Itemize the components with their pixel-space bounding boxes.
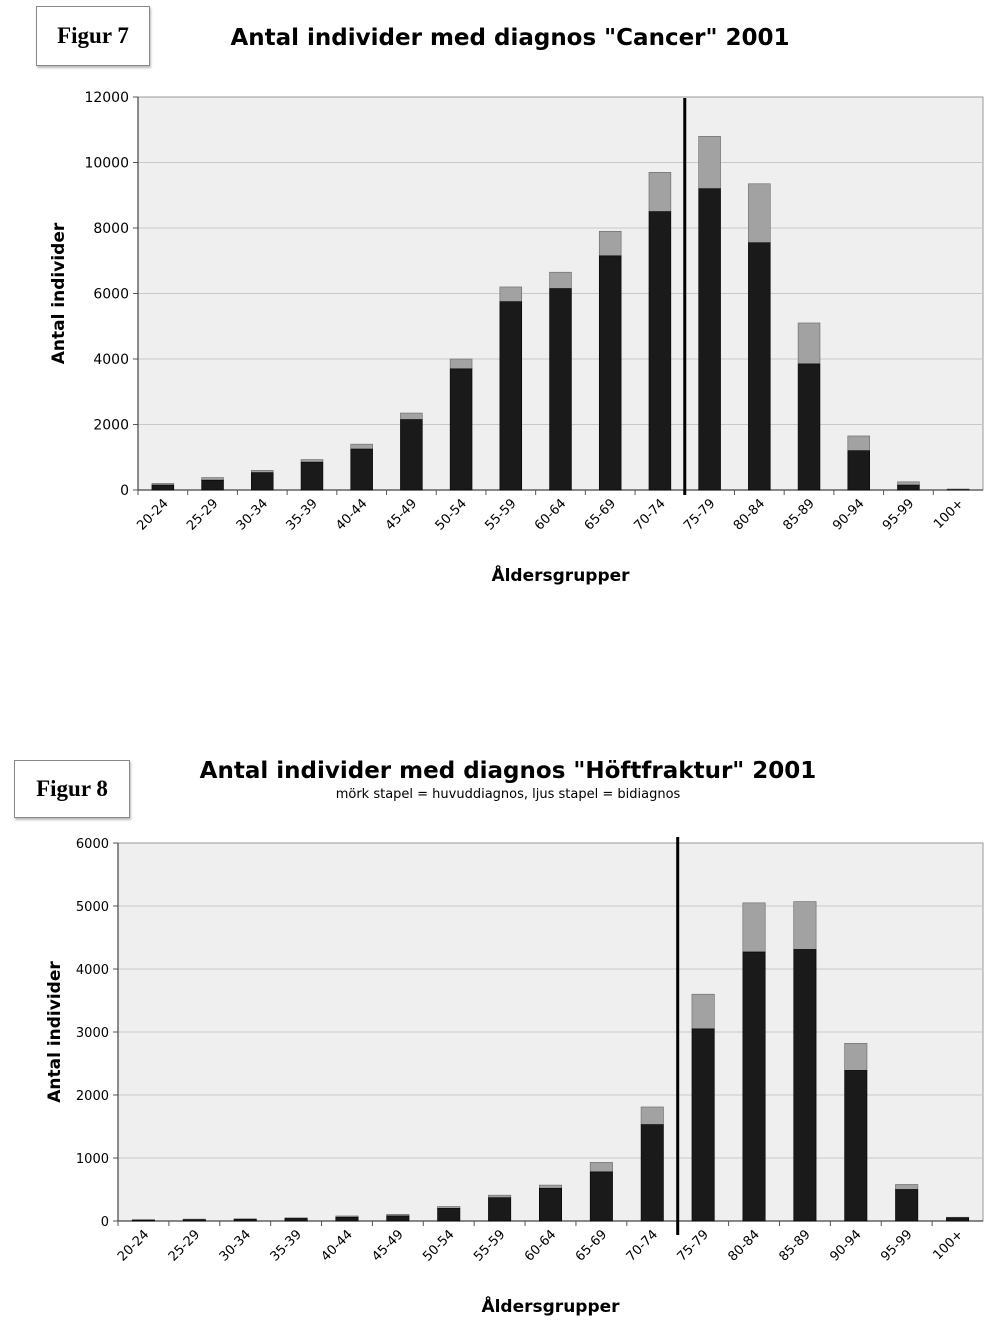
bar-secondary-95-99: [895, 1184, 917, 1189]
x-tick-label: 90-94: [827, 1227, 865, 1265]
bar-main-70-74: [649, 212, 671, 490]
bar-secondary-55-59: [500, 287, 522, 302]
bar-main-95-99: [895, 1190, 917, 1222]
bar-secondary-70-74: [649, 172, 671, 211]
bar-main-60-64: [539, 1188, 561, 1221]
y-tick-label: 2000: [93, 417, 129, 434]
bar-main-95-99: [898, 485, 920, 490]
bar-secondary-55-59: [488, 1195, 510, 1198]
x-tick-label: 75-79: [674, 1227, 712, 1265]
x-tick-label: 55-59: [482, 496, 520, 534]
bar-secondary-60-64: [539, 1185, 561, 1188]
bar-main-85-89: [798, 364, 820, 490]
bar-secondary-45-49: [400, 413, 422, 420]
bar-secondary-35-39: [301, 460, 323, 463]
x-tick-label: 95-99: [879, 496, 918, 534]
x-tick-label: 30-34: [233, 496, 272, 534]
x-axis-title: Åldersgrupper: [481, 1297, 620, 1317]
y-tick-label: 0: [100, 1215, 109, 1230]
bar-main-65-69: [599, 256, 621, 490]
bar-main-25-29: [183, 1220, 205, 1221]
bar-secondary-60-64: [550, 272, 572, 288]
figure-7-title: Antal individer med diagnos "Cancer" 2001: [230, 25, 790, 51]
x-tick-label: 45-49: [382, 496, 421, 534]
bar-main-55-59: [488, 1198, 510, 1221]
bar-main-80-84: [748, 243, 770, 490]
x-tick-label: 35-39: [283, 496, 321, 534]
bar-main-65-69: [590, 1172, 612, 1221]
x-tick-label: 60-64: [522, 1227, 560, 1265]
y-tick-label: 4000: [75, 963, 109, 978]
bar-main-90-94: [845, 1070, 867, 1221]
bar-main-30-34: [251, 473, 273, 490]
x-tick-label: 80-84: [725, 1227, 763, 1265]
y-tick-label: 3000: [75, 1026, 109, 1041]
bar-main-75-79: [692, 1029, 714, 1221]
bar-secondary-40-44: [351, 444, 373, 449]
bar-secondary-90-94: [848, 436, 870, 451]
bar-main-80-84: [743, 952, 765, 1221]
bar-main-70-74: [641, 1125, 663, 1221]
x-tick-label: 60-64: [532, 496, 570, 534]
x-tick-label: 100+: [930, 1227, 967, 1264]
x-tick-label: 65-69: [581, 496, 620, 534]
x-tick-label: 85-89: [776, 1227, 814, 1265]
bar-secondary-50-54: [450, 359, 472, 369]
figure-8-subtitle: mörk stapel = huvuddiagnos, ljus stapel = bidiagnos: [335, 787, 681, 802]
bar-main-90-94: [848, 451, 870, 490]
bar-secondary-75-79: [699, 136, 721, 188]
figure-7-label: Figur 7: [36, 6, 150, 66]
x-tick-label: 25-29: [165, 1227, 204, 1265]
x-axis-title: Åldersgrupper: [491, 566, 630, 586]
x-tick-label: 70-74: [631, 496, 669, 534]
x-tick-label: 45-49: [369, 1227, 407, 1265]
bar-main-35-39: [301, 462, 323, 490]
figure-8-chart: [0, 825, 1008, 1325]
bar-main-45-49: [400, 420, 422, 490]
y-tick-label: 6000: [75, 837, 109, 852]
x-tick-label: 75-79: [681, 496, 719, 534]
x-tick-label: 55-59: [471, 1227, 509, 1265]
bar-secondary-65-69: [590, 1162, 612, 1171]
y-tick-label: 6000: [93, 286, 129, 303]
x-tick-label: 40-44: [318, 1227, 356, 1265]
y-tick-label: 1000: [75, 1152, 109, 1167]
y-tick-label: 12000: [84, 90, 129, 106]
x-tick-label: 95-99: [878, 1227, 916, 1265]
bar-main-75-79: [699, 189, 721, 490]
bar-main-30-34: [234, 1219, 256, 1221]
bar-secondary-85-89: [798, 323, 820, 364]
bar-secondary-90-94: [845, 1043, 867, 1070]
bar-secondary-85-89: [794, 902, 816, 950]
bar-main-35-39: [285, 1218, 307, 1221]
bar-main-20-24: [132, 1220, 154, 1221]
bar-secondary-25-29: [202, 478, 224, 481]
x-tick-label: 100+: [931, 496, 967, 533]
bar-main-50-54: [438, 1208, 460, 1221]
bar-secondary-80-84: [743, 903, 765, 952]
x-tick-label: 50-54: [420, 1227, 458, 1265]
bar-secondary-70-74: [641, 1107, 663, 1125]
x-tick-label: 70-74: [623, 1227, 662, 1265]
bar-secondary-95-99: [898, 482, 920, 485]
bar-secondary-75-79: [692, 994, 714, 1029]
x-tick-label: 40-44: [333, 496, 371, 534]
x-tick-label: 25-29: [184, 496, 222, 534]
bar-main-100+: [946, 1218, 968, 1221]
y-tick-label: 8000: [93, 221, 129, 237]
bar-main-60-64: [550, 289, 572, 490]
x-tick-label: 65-69: [572, 1227, 611, 1265]
y-tick-label: 4000: [93, 352, 129, 368]
y-axis-title: Antal individer: [45, 961, 65, 1103]
bar-main-40-44: [336, 1217, 358, 1221]
y-tick-label: 5000: [75, 900, 109, 915]
figure-8-title: Antal individer med diagnos "Höftfraktur" 2001: [199, 758, 817, 784]
y-tick-label: 2000: [75, 1089, 109, 1104]
bar-main-20-24: [152, 485, 174, 490]
x-tick-label: 90-94: [830, 496, 868, 534]
x-tick-label: 20-24: [134, 496, 172, 534]
x-tick-label: 50-54: [432, 496, 470, 534]
y-tick-label: 0: [120, 483, 129, 499]
figure-7-chart: [0, 80, 1008, 600]
bar-main-25-29: [202, 480, 224, 490]
bar-secondary-30-34: [251, 470, 273, 472]
bar-main-50-54: [450, 369, 472, 490]
bar-main-45-49: [387, 1216, 409, 1221]
bar-secondary-65-69: [599, 231, 621, 256]
y-axis-title: Antal individer: [49, 222, 69, 365]
figure-8-label: Figur 8: [14, 760, 130, 818]
y-tick-label: 10000: [84, 155, 129, 172]
bar-main-85-89: [794, 949, 816, 1221]
bar-secondary-80-84: [748, 184, 770, 243]
x-tick-label: 35-39: [267, 1227, 305, 1265]
x-tick-label: 30-34: [216, 1227, 255, 1265]
x-tick-label: 85-89: [780, 496, 818, 534]
x-tick-label: 80-84: [730, 496, 769, 534]
bar-main-40-44: [351, 449, 373, 490]
bar-main-55-59: [500, 302, 522, 490]
x-tick-label: 20-24: [114, 1227, 153, 1265]
